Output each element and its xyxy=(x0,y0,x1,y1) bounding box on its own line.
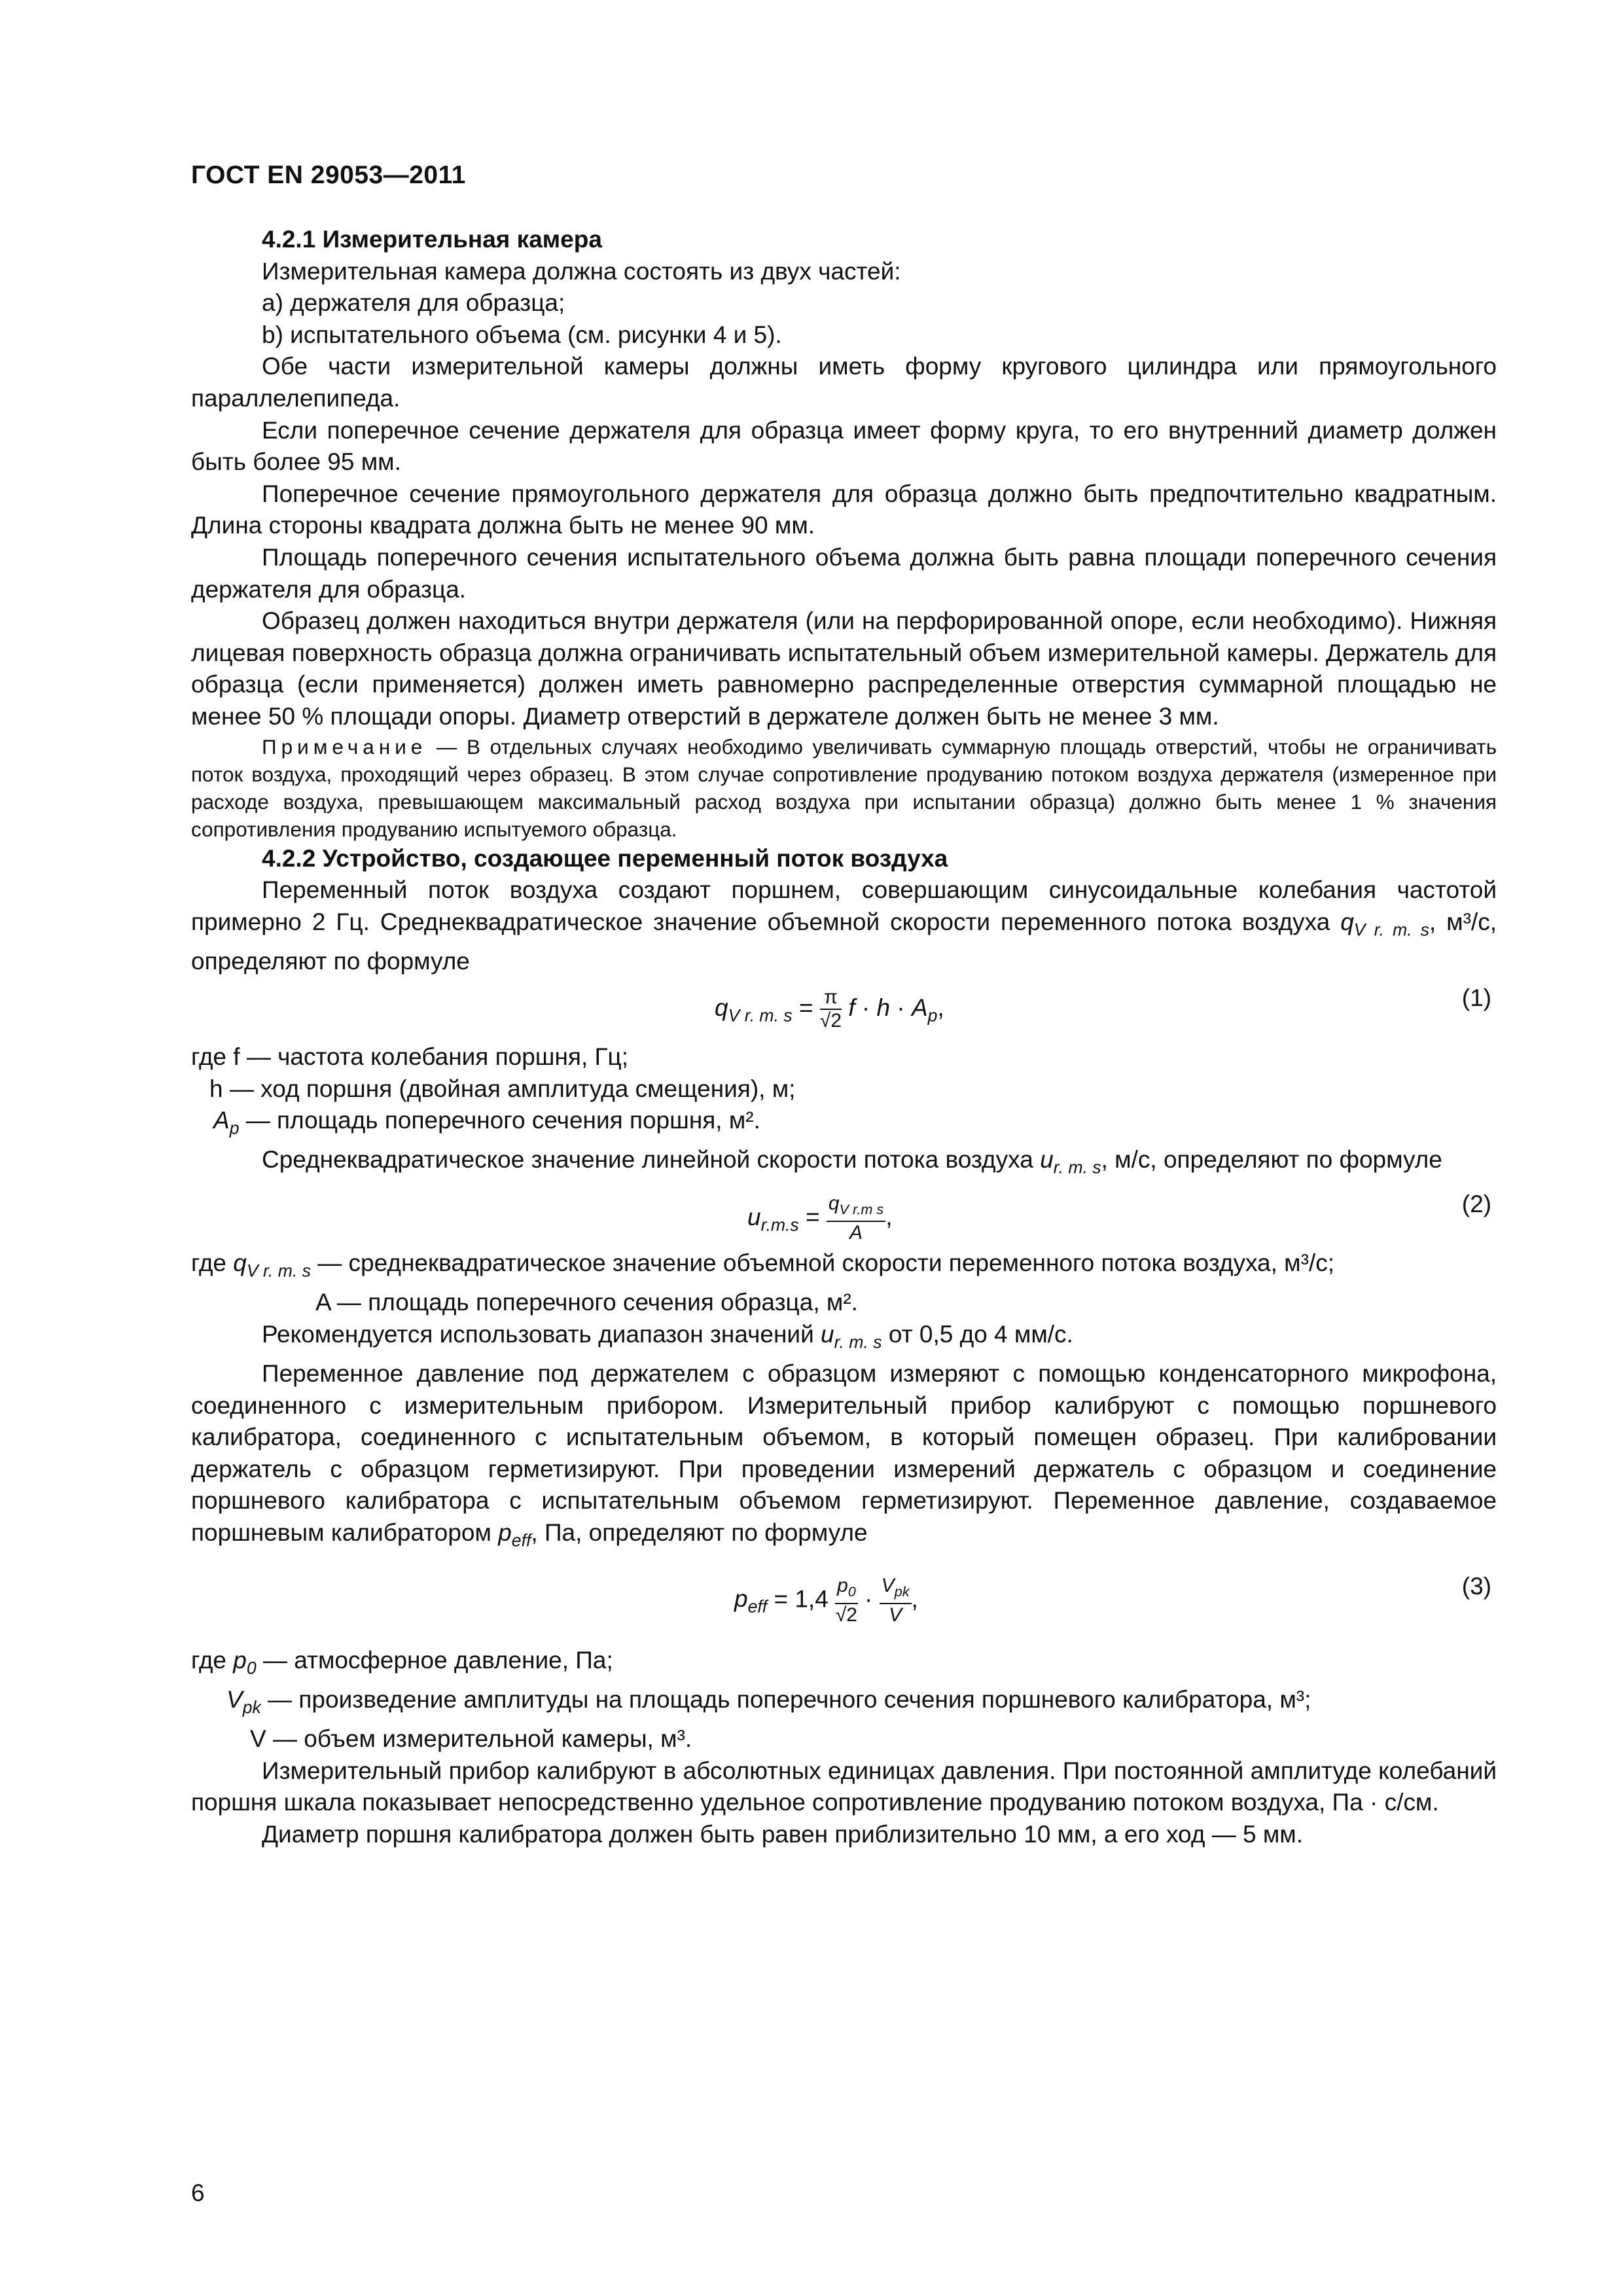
formula-1-number: (1) xyxy=(1461,984,1491,1012)
paragraph: Среднеквадратическое значение линейной скорости потока воздуха $u_{r. m. s}$, м/с, определяют по формуле xyxy=(262,1146,1442,1177)
page-number: 6 xyxy=(191,2179,205,2206)
paragraph: Поперечное сечение прямоугольного держателя для образца должно быть предпочтительно квадратным. Длина стороны квадрата должна быть не менее 90 мм. xyxy=(191,480,1497,539)
document-header: ГОСТ EN 29053—2011 xyxy=(191,161,466,189)
document-body xyxy=(191,224,1497,1850)
formula-2 xyxy=(191,1183,1497,1247)
paragraph: Образец должен находиться внутри держателя (или на перфорированной опоре, если необходимо). Нижняя лицевая поверхность образца должна ограничивать испытательный объем измерительной камеры. Держатель для образца (если применяется) должен иметь равномерно распределенные отверстия суммарной площадью не менее 50 % площади опоры. Диаметр отверстий в держателе должен быть не менее 3 мм. xyxy=(191,607,1497,730)
where-q: где $q_{V r. m. s}$ — среднеквадратическое значение объемной скорости переменного потока воздуха, м³/с; xyxy=(191,1249,1334,1281)
formula-3-body: $p_{eff} = 1,4$ $\frac{p_0}{√2}$ · $\frac{V_{pk}}{V}$ , xyxy=(734,1574,918,1626)
where-p0: где $p_0$ — атмосферное давление, Па; xyxy=(191,1646,613,1678)
where-h: h — ход поршня (двойная амплитуда смещения), м; xyxy=(209,1075,796,1102)
paragraph: Измерительная камера должна состоять из двух частей: xyxy=(262,257,901,285)
where-vpk: $V_{pk}$ — произведение амплитуды на площадь поперечного сечения поршневого калибратора, м³; xyxy=(226,1685,1311,1717)
list-item-b: b) испытательного объема (см. рисунки 4 и 5). xyxy=(262,321,782,348)
formula-3 xyxy=(191,1556,1497,1645)
note xyxy=(191,733,1497,843)
paragraph: Переменный поток воздуха создают поршнем, совершающим синусоидальные колебания частотой примерно 2 Гц. Среднеквадратическое значение объемной скорости переменного потока воздуха $q_{V r. m. s}$, м³/с, определяют по формуле xyxy=(191,876,1497,975)
paragraph: Измерительный прибор калибруют в абсолютных единицах давления. При постоянной амплитуде колебаний поршня шкала показывает непосредственно удельное сопротивление продуванию потоком воздуха, Па · с/см. xyxy=(191,1757,1497,1816)
paragraph: Диаметр поршня калибратора должен быть равен приблизительно 10 мм, а его ход — 5 мм. xyxy=(262,1820,1303,1848)
formula-1-body: $q_{V r. m. s}$ = $\frac{\pi}{√2}$ $f \cdot h \cdot A_p$, xyxy=(715,986,944,1032)
paragraph: Если поперечное сечение держателя для образца имеет форму круга, то его внутренний диаметр должен быть более 95 мм. xyxy=(191,416,1497,476)
formula-1 xyxy=(191,977,1497,1041)
formula-3-number: (3) xyxy=(1461,1572,1491,1600)
where-ap: $A_p$ — площадь поперечного сечения поршня, м². xyxy=(213,1107,760,1138)
paragraph: Обе части измерительной камеры должны иметь форму кругового цилиндра или прямоугольного параллелепипеда. xyxy=(191,353,1497,412)
list-item-a: a) держателя для образца; xyxy=(262,289,565,317)
where-f: где f — частота колебания поршня, Гц; xyxy=(191,1043,629,1071)
formula-2-number: (2) xyxy=(1461,1191,1491,1218)
note-label: Примечание xyxy=(262,734,427,759)
where-a: A — площадь поперечного сечения образца, м². xyxy=(315,1289,858,1316)
paragraph: Площадь поперечного сечения испытательного объема должна быть равна площади поперечного сечения держателя для образца. xyxy=(191,543,1497,603)
where-v: V — объем измерительной камеры, м³. xyxy=(250,1725,692,1752)
symbol: $q_{V r. m. s}$ xyxy=(1340,908,1429,940)
section-4-2-2-title: 4.2.2 Устройство, создающее переменный поток воздуха xyxy=(262,844,948,872)
section-4-2-1-title: 4.2.1 Измерительная камера xyxy=(262,226,602,253)
formula-2-body: $u_{r.m.s}$ = $\frac{q_{V r.m s}}{A}$ , xyxy=(747,1193,893,1244)
paragraph: Рекомендуется использовать диапазон значений $u_{r. m. s}$ от 0,5 до 4 мм/с. xyxy=(262,1321,1073,1352)
note-text: — В отдельных случаях необходимо увеличивать суммарную площадь отверстий, чтобы не ограничивать поток воздуха, проходящий через образец. В этом случае сопротивление продуванию потоком воздуха держателя (измеренное при расходе воздуха, превышающем максимальный расход воздуха при испытании образца) должно быть менее 1 % значения сопротивления продуванию испытуемого образца. xyxy=(191,734,1497,841)
paragraph: Переменное давление под держателем с образцом измеряют с помощью конденсаторного микрофона, соединенного с измерительным прибором. Измерительный прибор калибруют с помощью поршневого калибратора, соединенного с испытательным объемом, в который помещен образец. При калибровании держатель с образцом герметизируют. При проведении измерений держатель с образцом и соединение поршневого калибратора с испытательным объемом герметизируют. Переменное давление, создаваемое поршневым калибратором $p_{eff}$, Па, определяют по формуле xyxy=(191,1359,1497,1551)
